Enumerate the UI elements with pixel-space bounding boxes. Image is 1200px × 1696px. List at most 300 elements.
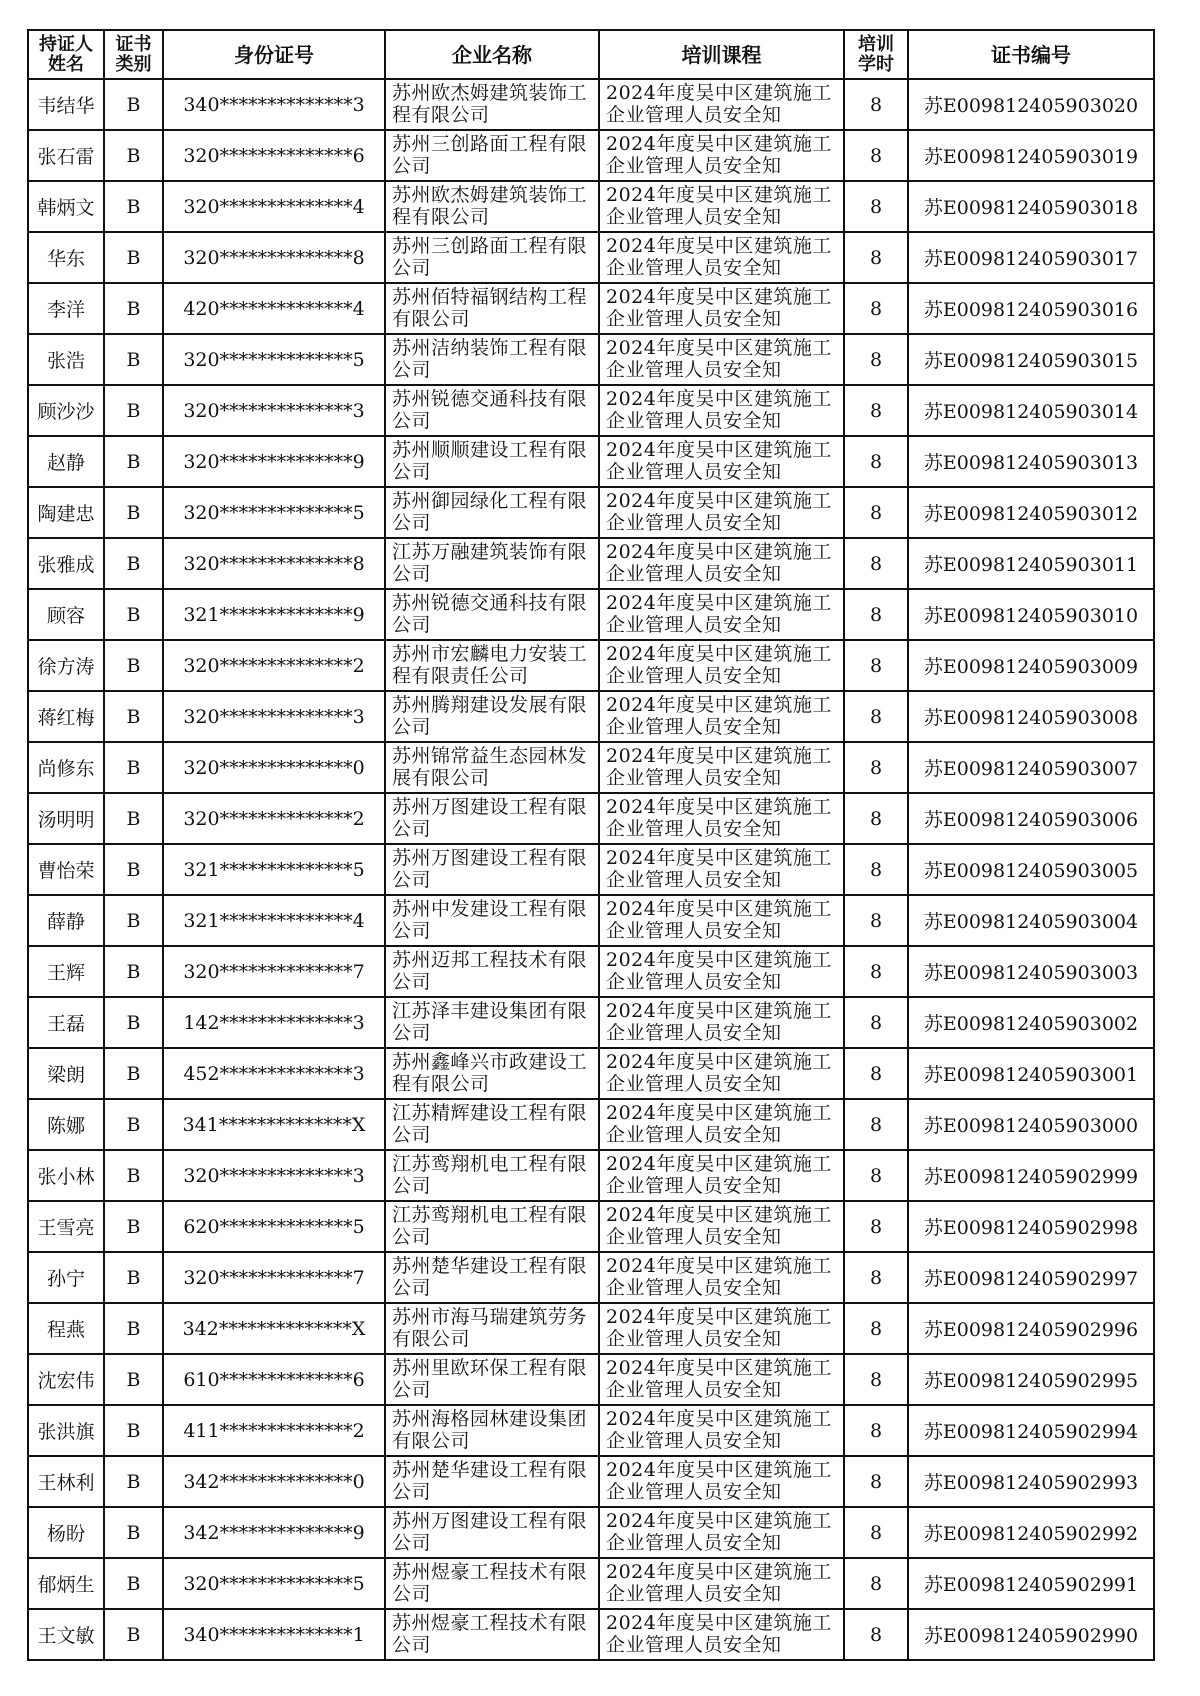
cell-course-text: 2024年度吴中区建筑施工企业管理人员安全知 <box>606 1509 832 1554</box>
cell-cert-type: B <box>104 79 163 130</box>
cell-course <box>599 1456 844 1507</box>
cell-hours: 8 <box>844 1099 908 1150</box>
cell-hours: 8 <box>844 181 908 232</box>
cell-id-number: 320**************7 <box>163 1252 385 1303</box>
cell-company-text: 苏州中发建设工程有限公司 <box>392 897 588 942</box>
table-row <box>28 538 1154 589</box>
table-row <box>28 793 1154 844</box>
cell-cert-type: B <box>104 1201 163 1252</box>
cell-cert-no: 苏E009812405902994 <box>908 1405 1154 1456</box>
cell-hours: 8 <box>844 1354 908 1405</box>
cell-id-number: 340**************1 <box>163 1609 385 1660</box>
cell-cert-type: B <box>104 895 163 946</box>
cell-course-text: 2024年度吴中区建筑施工企业管理人员安全知 <box>606 1305 832 1350</box>
table-row <box>28 589 1154 640</box>
cell-cert-type: B <box>104 385 163 436</box>
cell-company-text: 苏州里欧环保工程有限公司 <box>392 1356 588 1401</box>
cell-id-number: 320**************5 <box>163 334 385 385</box>
cell-company-text: 苏州欧杰姆建筑装饰工程有限公司 <box>392 81 588 126</box>
cell-id-number: 320**************0 <box>163 742 385 793</box>
cell-cert-no: 苏E009812405903012 <box>908 487 1154 538</box>
cell-name: 张雅成 <box>28 538 104 589</box>
cell-id-number: 341**************X <box>163 1099 385 1150</box>
table-row <box>28 640 1154 691</box>
cell-hours: 8 <box>844 1303 908 1354</box>
cell-company <box>385 1150 599 1201</box>
cell-company <box>385 436 599 487</box>
cell-course <box>599 1048 844 1099</box>
header-cert-type-line-2: 类别 <box>115 53 152 75</box>
cell-name: 顾容 <box>28 589 104 640</box>
cell-hours: 8 <box>844 895 908 946</box>
table-row <box>28 844 1154 895</box>
cell-cert-type: B <box>104 1405 163 1456</box>
cell-cert-type: B <box>104 487 163 538</box>
cell-company-text: 江苏万融建筑装饰有限公司 <box>392 540 588 585</box>
cell-company <box>385 1609 599 1660</box>
cell-id-number: 321**************5 <box>163 844 385 895</box>
cell-hours: 8 <box>844 640 908 691</box>
cell-course-text: 2024年度吴中区建筑施工企业管理人员安全知 <box>606 999 832 1044</box>
cell-course-text: 2024年度吴中区建筑施工企业管理人员安全知 <box>606 1254 832 1299</box>
header-training-hours-line-2: 学时 <box>858 53 894 75</box>
table-row <box>28 1507 1154 1558</box>
cell-cert-no: 苏E009812405903018 <box>908 181 1154 232</box>
cell-hours: 8 <box>844 997 908 1048</box>
cell-company-text: 苏州煜豪工程技术有限公司 <box>392 1560 588 1605</box>
cell-course <box>599 538 844 589</box>
cell-name: 韩炳文 <box>28 181 104 232</box>
cell-course <box>599 946 844 997</box>
cell-company-text: 苏州三创路面工程有限公司 <box>392 132 588 177</box>
cell-cert-no: 苏E009812405902991 <box>908 1558 1154 1609</box>
cell-hours: 8 <box>844 1150 908 1201</box>
cell-id-number: 320**************6 <box>163 130 385 181</box>
cell-name: 王文敏 <box>28 1609 104 1660</box>
cell-course <box>599 589 844 640</box>
cell-hours: 8 <box>844 538 908 589</box>
cell-cert-no: 苏E009812405903004 <box>908 895 1154 946</box>
cell-id-number: 142**************3 <box>163 997 385 1048</box>
cell-course <box>599 1405 844 1456</box>
cell-cert-no: 苏E009812405903017 <box>908 232 1154 283</box>
cell-hours: 8 <box>844 1405 908 1456</box>
cell-hours: 8 <box>844 487 908 538</box>
cell-company <box>385 1354 599 1405</box>
table-row <box>28 1354 1154 1405</box>
cell-hours: 8 <box>844 130 908 181</box>
cell-company <box>385 1558 599 1609</box>
cell-name: 尚修东 <box>28 742 104 793</box>
cell-name: 沈宏伟 <box>28 1354 104 1405</box>
cell-course-text: 2024年度吴中区建筑施工企业管理人员安全知 <box>606 387 832 432</box>
cell-id-number: 320**************8 <box>163 232 385 283</box>
cell-id-number: 320**************9 <box>163 436 385 487</box>
table-row <box>28 895 1154 946</box>
cell-name: 曹怡荣 <box>28 844 104 895</box>
cell-company <box>385 691 599 742</box>
table-row <box>28 334 1154 385</box>
cell-name: 孙宁 <box>28 1252 104 1303</box>
cell-course <box>599 79 844 130</box>
cell-cert-no: 苏E009812405902997 <box>908 1252 1154 1303</box>
cell-cert-no: 苏E009812405902993 <box>908 1456 1154 1507</box>
cell-company <box>385 1507 599 1558</box>
cell-name: 陶建忠 <box>28 487 104 538</box>
header-holder-name-line-1: 持证人 <box>39 33 93 55</box>
cell-cert-type: B <box>104 538 163 589</box>
cell-id-number: 320**************3 <box>163 1150 385 1201</box>
cell-course-text: 2024年度吴中区建筑施工企业管理人员安全知 <box>606 438 832 483</box>
cell-company-text: 苏州锐德交通科技有限公司 <box>392 387 588 432</box>
cell-cert-type: B <box>104 1354 163 1405</box>
table-row <box>28 487 1154 538</box>
cell-cert-no: 苏E009812405902990 <box>908 1609 1154 1660</box>
cell-hours: 8 <box>844 334 908 385</box>
cell-id-number: 340**************3 <box>163 79 385 130</box>
cell-company-text: 苏州楚华建设工程有限公司 <box>392 1458 588 1503</box>
cell-company-text: 苏州锐德交通科技有限公司 <box>392 591 588 636</box>
cell-course <box>599 181 844 232</box>
cell-hours: 8 <box>844 793 908 844</box>
cell-company-text: 苏州鑫峰兴市政建设工程有限公司 <box>392 1050 588 1095</box>
cell-company-text: 苏州腾翔建设发展有限公司 <box>392 693 588 738</box>
cell-cert-no: 苏E009812405903008 <box>908 691 1154 742</box>
cell-id-number: 321**************4 <box>163 895 385 946</box>
cell-id-number: 411**************2 <box>163 1405 385 1456</box>
cell-hours: 8 <box>844 385 908 436</box>
cell-hours: 8 <box>844 1048 908 1099</box>
cell-course-text: 2024年度吴中区建筑施工企业管理人员安全知 <box>606 1050 832 1095</box>
cell-course <box>599 793 844 844</box>
cell-hours: 8 <box>844 283 908 334</box>
cell-company-text: 苏州煜豪工程技术有限公司 <box>392 1611 588 1656</box>
cell-course <box>599 844 844 895</box>
cell-cert-no: 苏E009812405902992 <box>908 1507 1154 1558</box>
cell-name: 顾沙沙 <box>28 385 104 436</box>
cell-cert-no: 苏E009812405903009 <box>908 640 1154 691</box>
cell-name: 张洪旗 <box>28 1405 104 1456</box>
cell-company <box>385 283 599 334</box>
cell-course-text: 2024年度吴中区建筑施工企业管理人员安全知 <box>606 81 832 126</box>
cell-name: 赵静 <box>28 436 104 487</box>
cell-id-number: 342**************9 <box>163 1507 385 1558</box>
cell-cert-no: 苏E009812405902996 <box>908 1303 1154 1354</box>
cell-cert-type: B <box>104 1099 163 1150</box>
cell-name: 张石雷 <box>28 130 104 181</box>
cell-name: 汤明明 <box>28 793 104 844</box>
cell-hours: 8 <box>844 1456 908 1507</box>
cell-course-text: 2024年度吴中区建筑施工企业管理人员安全知 <box>606 693 832 738</box>
cell-company <box>385 793 599 844</box>
cell-cert-no: 苏E009812405903002 <box>908 997 1154 1048</box>
cell-course <box>599 1099 844 1150</box>
cell-company <box>385 334 599 385</box>
cell-course-text: 2024年度吴中区建筑施工企业管理人员安全知 <box>606 285 832 330</box>
cell-company-text: 苏州海格园林建设集团有限公司 <box>392 1407 588 1452</box>
cell-course-text: 2024年度吴中区建筑施工企业管理人员安全知 <box>606 1458 832 1503</box>
cell-company <box>385 844 599 895</box>
cell-cert-no: 苏E009812405902998 <box>908 1201 1154 1252</box>
cell-name: 李洋 <box>28 283 104 334</box>
cell-course-text: 2024年度吴中区建筑施工企业管理人员安全知 <box>606 1611 832 1656</box>
cell-name: 程燕 <box>28 1303 104 1354</box>
cell-name: 徐方涛 <box>28 640 104 691</box>
cell-hours: 8 <box>844 436 908 487</box>
table-row <box>28 1252 1154 1303</box>
cell-company-text: 苏州万图建设工程有限公司 <box>392 1509 588 1554</box>
table-header-row <box>28 30 1154 79</box>
table-row <box>28 1405 1154 1456</box>
cell-hours: 8 <box>844 691 908 742</box>
cell-company-text: 江苏泽丰建设集团有限公司 <box>392 999 588 1044</box>
table-row <box>28 691 1154 742</box>
cell-cert-type: B <box>104 232 163 283</box>
cell-company <box>385 895 599 946</box>
cell-company-text: 苏州市宏麟电力安装工程有限责任公司 <box>392 642 588 687</box>
header-course: 培训课程 <box>599 30 844 79</box>
cell-cert-no: 苏E009812405903007 <box>908 742 1154 793</box>
cell-hours: 8 <box>844 1609 908 1660</box>
cell-company-text: 江苏精辉建设工程有限公司 <box>392 1101 588 1146</box>
cell-hours: 8 <box>844 79 908 130</box>
cell-course-text: 2024年度吴中区建筑施工企业管理人员安全知 <box>606 744 832 789</box>
cell-course-text: 2024年度吴中区建筑施工企业管理人员安全知 <box>606 132 832 177</box>
header-training-hours-line-1: 培训 <box>858 33 894 55</box>
cell-company <box>385 385 599 436</box>
cell-course <box>599 487 844 538</box>
cell-name: 王雪亮 <box>28 1201 104 1252</box>
cell-cert-type: B <box>104 181 163 232</box>
table-body <box>28 79 1154 1660</box>
header-id-number: 身份证号 <box>163 30 385 79</box>
header-training-hours <box>844 30 908 79</box>
cell-cert-no: 苏E009812405903013 <box>908 436 1154 487</box>
table-row <box>28 997 1154 1048</box>
table-row <box>28 1558 1154 1609</box>
cell-cert-no: 苏E009812405902995 <box>908 1354 1154 1405</box>
cell-cert-type: B <box>104 1150 163 1201</box>
cell-company <box>385 181 599 232</box>
table-row <box>28 1456 1154 1507</box>
cell-cert-no: 苏E009812405903020 <box>908 79 1154 130</box>
cell-cert-type: B <box>104 589 163 640</box>
table-row <box>28 1201 1154 1252</box>
cell-company <box>385 640 599 691</box>
cell-company <box>385 997 599 1048</box>
cell-company <box>385 1252 599 1303</box>
cell-id-number: 320**************4 <box>163 181 385 232</box>
cell-course-text: 2024年度吴中区建筑施工企业管理人员安全知 <box>606 948 832 993</box>
cell-cert-no: 苏E009812405903011 <box>908 538 1154 589</box>
cell-course-text: 2024年度吴中区建筑施工企业管理人员安全知 <box>606 234 832 279</box>
cell-cert-type: B <box>104 334 163 385</box>
cell-course <box>599 1201 844 1252</box>
cell-company-text: 苏州万图建设工程有限公司 <box>392 846 588 891</box>
cell-course-text: 2024年度吴中区建筑施工企业管理人员安全知 <box>606 642 832 687</box>
table-row <box>28 1150 1154 1201</box>
cell-company <box>385 1405 599 1456</box>
cell-company-text: 苏州顺顺建设工程有限公司 <box>392 438 588 483</box>
cell-company <box>385 742 599 793</box>
cell-cert-type: B <box>104 1609 163 1660</box>
cell-hours: 8 <box>844 1558 908 1609</box>
cell-cert-type: B <box>104 283 163 334</box>
table-row <box>28 1303 1154 1354</box>
cell-company-text: 苏州欧杰姆建筑装饰工程有限公司 <box>392 183 588 228</box>
cell-company-text: 苏州楚华建设工程有限公司 <box>392 1254 588 1299</box>
cell-course-text: 2024年度吴中区建筑施工企业管理人员安全知 <box>606 489 832 534</box>
cell-course-text: 2024年度吴中区建筑施工企业管理人员安全知 <box>606 336 832 381</box>
cell-name: 张小林 <box>28 1150 104 1201</box>
cell-course-text: 2024年度吴中区建筑施工企业管理人员安全知 <box>606 1560 832 1605</box>
cell-course <box>599 1252 844 1303</box>
cell-cert-type: B <box>104 130 163 181</box>
cell-cert-no: 苏E009812405903016 <box>908 283 1154 334</box>
cell-course <box>599 640 844 691</box>
cell-company <box>385 1099 599 1150</box>
cell-cert-type: B <box>104 1558 163 1609</box>
cell-course-text: 2024年度吴中区建筑施工企业管理人员安全知 <box>606 1101 832 1146</box>
cell-company <box>385 487 599 538</box>
cell-name: 杨盼 <box>28 1507 104 1558</box>
cell-cert-type: B <box>104 1456 163 1507</box>
cell-course-text: 2024年度吴中区建筑施工企业管理人员安全知 <box>606 1407 832 1452</box>
cell-hours: 8 <box>844 1252 908 1303</box>
cell-company-text: 江苏鸾翔机电工程有限公司 <box>392 1152 588 1197</box>
cell-company <box>385 589 599 640</box>
cell-name: 王辉 <box>28 946 104 997</box>
cell-company-text: 苏州万图建设工程有限公司 <box>392 795 588 840</box>
cell-id-number: 342**************X <box>163 1303 385 1354</box>
cell-course-text: 2024年度吴中区建筑施工企业管理人员安全知 <box>606 795 832 840</box>
cell-course <box>599 385 844 436</box>
cell-hours: 8 <box>844 844 908 895</box>
cell-cert-type: B <box>104 640 163 691</box>
cell-course-text: 2024年度吴中区建筑施工企业管理人员安全知 <box>606 897 832 942</box>
cell-cert-no: 苏E009812405903014 <box>908 385 1154 436</box>
cell-course <box>599 1354 844 1405</box>
cell-id-number: 320**************3 <box>163 385 385 436</box>
cell-cert-type: B <box>104 793 163 844</box>
cell-course <box>599 1609 844 1660</box>
cell-name: 陈娜 <box>28 1099 104 1150</box>
cell-cert-no: 苏E009812405903010 <box>908 589 1154 640</box>
cell-id-number: 320**************2 <box>163 640 385 691</box>
cell-course <box>599 1558 844 1609</box>
table-row <box>28 130 1154 181</box>
cell-company <box>385 1303 599 1354</box>
cell-company-text: 苏州御园绿化工程有限公司 <box>392 489 588 534</box>
cell-cert-type: B <box>104 997 163 1048</box>
table-row <box>28 385 1154 436</box>
header-cert-type-line-1: 证书 <box>115 33 152 55</box>
cell-company <box>385 946 599 997</box>
cell-course <box>599 283 844 334</box>
cell-cert-type: B <box>104 1303 163 1354</box>
cell-cert-no: 苏E009812405903000 <box>908 1099 1154 1150</box>
cell-cert-no: 苏E009812405903005 <box>908 844 1154 895</box>
cell-course <box>599 130 844 181</box>
cell-course <box>599 334 844 385</box>
cell-id-number: 320**************8 <box>163 538 385 589</box>
cell-cert-type: B <box>104 1507 163 1558</box>
cell-company <box>385 130 599 181</box>
cell-company <box>385 1048 599 1099</box>
cell-id-number: 320**************5 <box>163 1558 385 1609</box>
cell-course <box>599 232 844 283</box>
cell-course-text: 2024年度吴中区建筑施工企业管理人员安全知 <box>606 1356 832 1401</box>
cell-cert-type: B <box>104 946 163 997</box>
cell-course <box>599 1150 844 1201</box>
cell-name: 王林利 <box>28 1456 104 1507</box>
cell-name: 华东 <box>28 232 104 283</box>
cell-course <box>599 997 844 1048</box>
cell-company-text: 苏州锦常益生态园林发展有限公司 <box>392 744 588 789</box>
cell-course-text: 2024年度吴中区建筑施工企业管理人员安全知 <box>606 846 832 891</box>
cell-course-text: 2024年度吴中区建筑施工企业管理人员安全知 <box>606 540 832 585</box>
header-holder-name <box>28 30 104 79</box>
cell-cert-type: B <box>104 691 163 742</box>
certificate-table <box>27 29 1155 1661</box>
cell-name: 韦结华 <box>28 79 104 130</box>
cell-cert-type: B <box>104 436 163 487</box>
cell-name: 郁炳生 <box>28 1558 104 1609</box>
header-holder-name-line-2: 姓名 <box>48 53 84 75</box>
cell-id-number: 321**************9 <box>163 589 385 640</box>
cell-cert-no: 苏E009812405903015 <box>908 334 1154 385</box>
cell-id-number: 320**************2 <box>163 793 385 844</box>
cell-course-text: 2024年度吴中区建筑施工企业管理人员安全知 <box>606 1152 832 1197</box>
table-row <box>28 79 1154 130</box>
cell-id-number: 620**************5 <box>163 1201 385 1252</box>
cell-hours: 8 <box>844 1201 908 1252</box>
cell-company <box>385 232 599 283</box>
table-row <box>28 742 1154 793</box>
cell-hours: 8 <box>844 742 908 793</box>
cell-name: 张浩 <box>28 334 104 385</box>
cell-id-number: 320**************5 <box>163 487 385 538</box>
cell-course <box>599 1507 844 1558</box>
cell-course-text: 2024年度吴中区建筑施工企业管理人员安全知 <box>606 183 832 228</box>
cell-course-text: 2024年度吴中区建筑施工企业管理人员安全知 <box>606 1203 832 1248</box>
cell-cert-type: B <box>104 1252 163 1303</box>
table-row <box>28 1609 1154 1660</box>
cell-course <box>599 436 844 487</box>
header-cert-type <box>104 30 163 79</box>
cell-cert-type: B <box>104 844 163 895</box>
table-row <box>28 181 1154 232</box>
cell-company-text: 苏州市海马瑞建筑劳务有限公司 <box>392 1305 588 1350</box>
cell-name: 王磊 <box>28 997 104 1048</box>
table-row <box>28 1099 1154 1150</box>
cell-id-number: 610**************6 <box>163 1354 385 1405</box>
cell-company-text: 苏州三创路面工程有限公司 <box>392 234 588 279</box>
cell-company <box>385 1201 599 1252</box>
header-cert-number: 证书编号 <box>908 30 1154 79</box>
cell-company <box>385 538 599 589</box>
cell-id-number: 342**************0 <box>163 1456 385 1507</box>
cell-cert-no: 苏E009812405903019 <box>908 130 1154 181</box>
cell-name: 梁朗 <box>28 1048 104 1099</box>
cell-id-number: 320**************7 <box>163 946 385 997</box>
cell-hours: 8 <box>844 946 908 997</box>
cell-course <box>599 742 844 793</box>
header-company: 企业名称 <box>385 30 599 79</box>
cell-id-number: 320**************3 <box>163 691 385 742</box>
cell-company-text: 江苏鸾翔机电工程有限公司 <box>392 1203 588 1248</box>
cell-company <box>385 79 599 130</box>
